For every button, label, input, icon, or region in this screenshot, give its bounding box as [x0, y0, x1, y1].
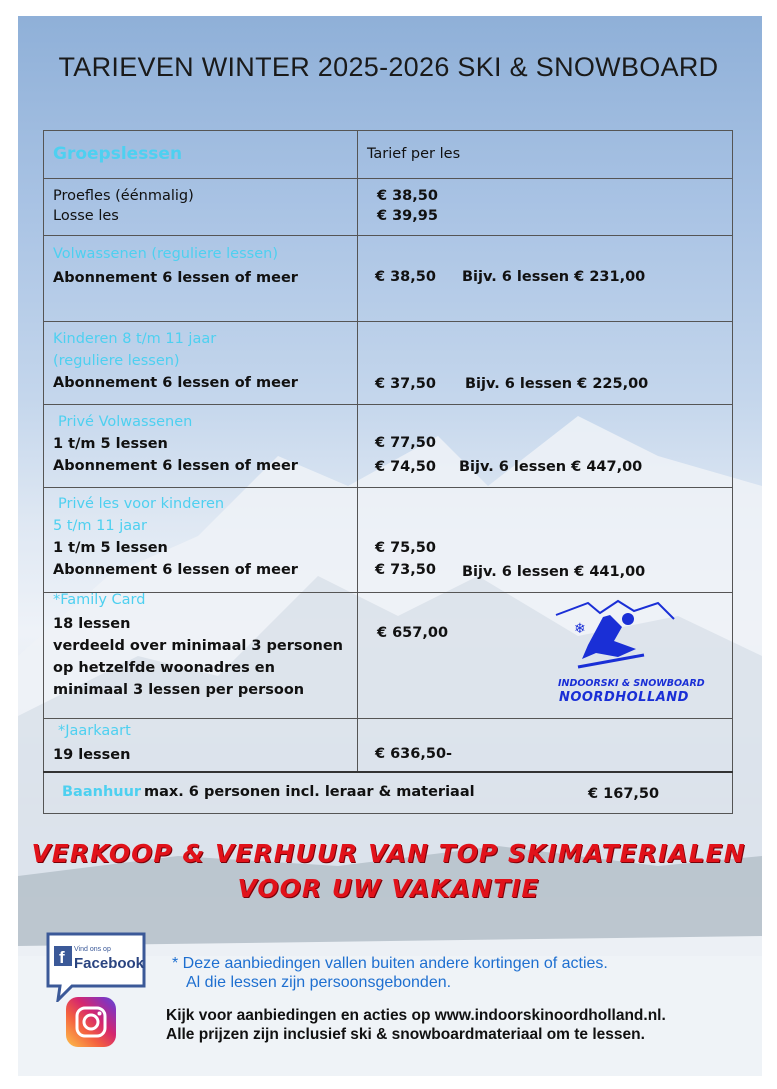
price: € 77,50 [374, 435, 436, 451]
info-line2: Alle prijzen zijn inclusief ski & snowboardmateriaal om te lessen. [166, 1026, 645, 1043]
price: € 37,50 [374, 376, 436, 392]
header-groepslessen: Groepslessen [53, 144, 183, 164]
row-label: Proefles (éénmalig) [53, 188, 194, 204]
price: € 73,50 [374, 562, 436, 578]
fb-small-text: Vind ons op [74, 946, 111, 953]
price: € 636,50- [374, 746, 453, 762]
price: € 167,50 [588, 786, 660, 802]
row-label: 19 lessen [53, 747, 131, 763]
page-title: TARIEVEN WINTER 2025-2026 SKI & SNOWBOARD [58, 52, 719, 82]
section-heading: Privé les voor kinderen [58, 496, 225, 512]
instagram-icon[interactable] [66, 997, 116, 1047]
rates-table [43, 130, 733, 814]
baanhuur-label: Baanhuur [62, 784, 142, 800]
note-line2: Al die lessen zijn persoonsgebonden. [186, 974, 452, 991]
section-heading: Privé Volwassenen [58, 414, 193, 430]
row-label: 1 t/m 5 lessen [53, 540, 168, 556]
row-label: minimaal 3 lessen per persoon [53, 682, 305, 698]
example-price: Bijv. 6 lessen € 231,00 [461, 269, 646, 285]
price: € 657,00 [376, 625, 449, 641]
baanhuur-desc: max. 6 personen incl. leraar & materiaal [144, 784, 475, 800]
example-price: Bijv. 6 lessen € 441,00 [461, 564, 646, 580]
section-heading: Volwassenen (reguliere lessen) [53, 246, 278, 262]
logo-line2: NOORDHOLLAND [558, 690, 689, 705]
row-label: Abonnement 6 lessen of meer [53, 375, 298, 391]
row-label: op hetzelfde woonadres en [53, 660, 275, 676]
note-line1: * Deze aanbiedingen vallen buiten andere kortingen of acties. [172, 955, 608, 972]
table-row [44, 719, 733, 773]
table-row-baanhuur [44, 772, 733, 814]
price: € 39,95 [376, 208, 438, 224]
table-row [44, 405, 733, 488]
svg-text:f: f [59, 948, 65, 967]
section-heading: *Jaarkaart [58, 723, 131, 739]
table-row [44, 236, 733, 322]
row-label: 18 lessen [53, 616, 131, 632]
price: € 38,50 [374, 269, 436, 285]
logo-line1: INDOORSKI & SNOWBOARD [557, 678, 705, 689]
svg-text:❄: ❄ [573, 621, 586, 637]
skier-logo-icon [548, 597, 688, 677]
table-row [44, 593, 733, 719]
section-heading: (reguliere lessen) [53, 353, 180, 369]
price: € 38,50 [376, 188, 438, 204]
info-note [166, 1006, 666, 1044]
table-row [44, 488, 733, 593]
section-heading: 5 t/m 11 jaar [53, 518, 147, 534]
section-heading: *Family Card [53, 592, 146, 608]
table-row [44, 322, 733, 405]
row-label: Abonnement 6 lessen of meer [53, 562, 298, 578]
example-price: Bijv. 6 lessen € 225,00 [464, 376, 649, 392]
table-row [44, 179, 733, 236]
fb-label[interactable]: Facebook [74, 955, 145, 972]
info-line1: Kijk voor aanbiedingen en acties op www.indoorskinoordholland.nl. [166, 1007, 666, 1024]
promo-line2: VOOR UW VAKANTIE [237, 874, 540, 903]
price: € 74,50 [374, 459, 436, 475]
promo-line1: VERKOOP & VERHUUR VAN TOP SKIMATERIALEN [31, 839, 746, 868]
table-header-row [44, 131, 733, 179]
row-label: Abonnement 6 lessen of meer [53, 270, 298, 286]
section-heading: Kinderen 8 t/m 11 jaar [53, 331, 217, 347]
price: € 75,50 [374, 540, 436, 556]
header-tarief: Tarief per les [366, 146, 461, 162]
row-label: 1 t/m 5 lessen [53, 436, 168, 452]
instagram-glyph-icon [66, 997, 116, 1047]
row-label: verdeeld over minimaal 3 personen [53, 638, 343, 654]
row-label: Losse les [53, 208, 119, 224]
row-label: Abonnement 6 lessen of meer [53, 458, 298, 474]
example-price: Bijv. 6 lessen € 447,00 [458, 459, 643, 475]
disclaimer-note [172, 954, 608, 992]
